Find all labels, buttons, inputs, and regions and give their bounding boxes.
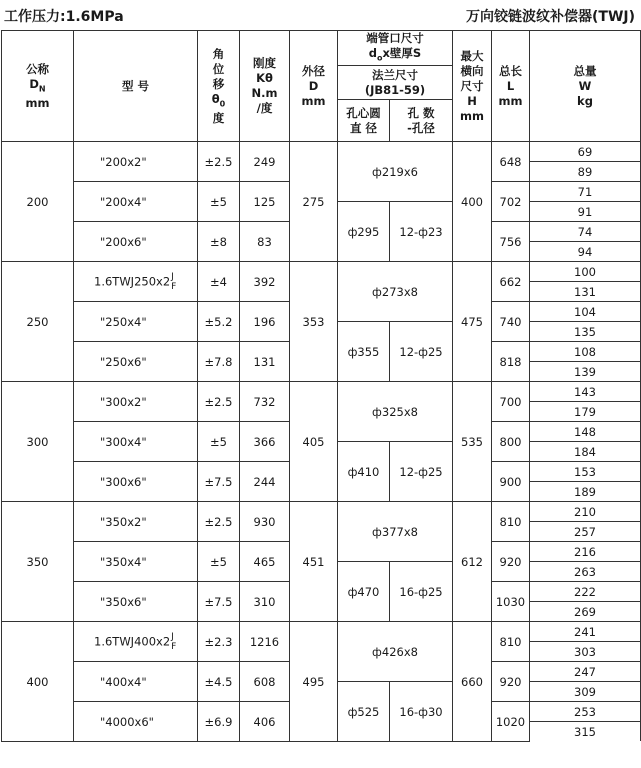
max-lateral-cell: 475	[453, 262, 492, 382]
weight-cell: 74	[530, 222, 641, 242]
header-model: 型 号	[74, 31, 198, 142]
weight-cell: 303	[530, 642, 641, 662]
model-label: "400x4"	[100, 674, 147, 689]
hole-circle-cell: ф295	[338, 202, 390, 262]
model-cell	[74, 142, 198, 182]
hole-circle-cell: ф355	[338, 322, 390, 382]
stiffness-cell: 930	[240, 502, 290, 542]
max-lateral-cell: 535	[453, 382, 492, 502]
length-cell: 900	[492, 462, 530, 502]
model-cell	[74, 422, 198, 462]
model-cell	[74, 222, 198, 262]
weight-cell: 309	[530, 682, 641, 702]
outer-diameter-cell: 495	[290, 622, 338, 742]
model-cell	[74, 622, 198, 662]
weight-cell: 179	[530, 402, 641, 422]
document-title: 万向铰链波纹补偿器(TWJ)	[466, 9, 635, 25]
angle-cell: ±4.5	[198, 662, 240, 702]
holes-cell: 12-ф25	[390, 322, 453, 382]
model-cell	[74, 342, 198, 382]
stiffness-cell: 244	[240, 462, 290, 502]
weight-cell: 241	[530, 622, 641, 642]
length-cell: 662	[492, 262, 530, 302]
weight-cell: 210	[530, 502, 641, 522]
max-lateral-cell: 612	[453, 502, 492, 622]
header-dn: 公称 $D_N$ mm	[2, 31, 74, 142]
nominal-diameter-cell: 200	[2, 142, 74, 262]
model-label: "200x2"	[100, 154, 147, 169]
weight-cell: 131	[530, 282, 641, 302]
weight-cell: 263	[530, 562, 641, 582]
weight-cell: 253	[530, 702, 641, 722]
model-cell	[74, 302, 198, 342]
table-row	[2, 142, 641, 162]
pipe-size-cell: ф426x8	[338, 622, 453, 682]
pipe-size-cell: ф273x8	[338, 262, 453, 322]
stiffness-cell: 125	[240, 182, 290, 222]
model-cell	[74, 542, 198, 582]
model-cell	[74, 182, 198, 222]
header-max-lateral: 最大 横向 尺寸 H mm	[453, 31, 492, 142]
stiffness-cell: 310	[240, 582, 290, 622]
table-row	[2, 622, 641, 642]
weight-cell: 257	[530, 522, 641, 542]
angle-cell: ±7.5	[198, 462, 240, 502]
model-suffix-jf: J F	[171, 631, 177, 652]
table-row	[2, 382, 641, 402]
angle-cell: ±5	[198, 182, 240, 222]
stiffness-cell: 83	[240, 222, 290, 262]
model-label: 1.6TWJ400x2	[94, 634, 171, 649]
pipe-size-cell: ф219x6	[338, 142, 453, 202]
model-cell	[74, 582, 198, 622]
outer-diameter-cell: 451	[290, 502, 338, 622]
angle-cell: ±5.2	[198, 302, 240, 342]
table-row	[2, 502, 641, 522]
model-label: 1.6TWJ250x2	[94, 274, 171, 289]
model-label: "350x2"	[100, 514, 147, 529]
model-label: "250x6"	[100, 354, 147, 369]
length-cell: 920	[492, 662, 530, 702]
model-label: "200x6"	[100, 234, 147, 249]
header-length: 总长 L mm	[492, 31, 530, 142]
length-cell: 740	[492, 302, 530, 342]
weight-cell: 184	[530, 442, 641, 462]
model-label: "200x4"	[100, 194, 147, 209]
stiffness-cell: 131	[240, 342, 290, 382]
weight-cell: 247	[530, 662, 641, 682]
weight-cell: 153	[530, 462, 641, 482]
stiffness-cell: 196	[240, 302, 290, 342]
weight-cell: 108	[530, 342, 641, 362]
working-pressure-label: 工作压力:1.6MPa	[4, 9, 124, 25]
weight-cell: 94	[530, 242, 641, 262]
weight-cell: 71	[530, 182, 641, 202]
length-cell: 810	[492, 622, 530, 662]
holes-cell: 16-ф30	[390, 682, 453, 742]
header-pipe-size: 端管口尺寸 $d_ox$壁厚S	[338, 31, 453, 66]
stiffness-cell: 249	[240, 142, 290, 182]
angle-cell: ±6.9	[198, 702, 240, 742]
length-cell: 702	[492, 182, 530, 222]
hole-circle-cell: ф470	[338, 562, 390, 622]
weight-cell: 89	[530, 162, 641, 182]
stiffness-cell: 465	[240, 542, 290, 582]
max-lateral-cell: 400	[453, 142, 492, 262]
angle-cell: ±2.3	[198, 622, 240, 662]
weight-cell: 69	[530, 142, 641, 162]
angle-cell: ±7.8	[198, 342, 240, 382]
angle-cell: ±4	[198, 262, 240, 302]
model-label: "4000x6"	[100, 714, 154, 729]
model-label: "350x6"	[100, 594, 147, 609]
weight-cell: 100	[530, 262, 641, 282]
pipe-size-cell: ф377x8	[338, 502, 453, 562]
angle-cell: ±2.5	[198, 502, 240, 542]
weight-cell: 143	[530, 382, 641, 402]
header-stiffness: 刚度 Kθ N.m /度	[240, 31, 290, 142]
compensator-spec-table	[1, 30, 641, 742]
pipe-size-cell: ф325x8	[338, 382, 453, 442]
model-cell	[74, 702, 198, 742]
header-weight: 总量 W kg	[530, 31, 641, 142]
outer-diameter-cell: 405	[290, 382, 338, 502]
angle-cell: ±5	[198, 542, 240, 582]
model-suffix-jf: J F	[171, 271, 177, 292]
length-cell: 1030	[492, 582, 530, 622]
header-outer-diameter: 外径 D mm	[290, 31, 338, 142]
nominal-diameter-cell: 250	[2, 262, 74, 382]
angle-cell: ±5	[198, 422, 240, 462]
weight-cell: 148	[530, 422, 641, 442]
model-label: "300x4"	[100, 434, 147, 449]
holes-cell: 12-ф25	[390, 442, 453, 502]
header-flange-size: 法兰尺寸 (JB81-59)	[338, 66, 453, 100]
angle-cell: ±2.5	[198, 142, 240, 182]
weight-cell: 269	[530, 602, 641, 622]
model-label: "300x6"	[100, 474, 147, 489]
weight-cell: 216	[530, 542, 641, 562]
stiffness-cell: 732	[240, 382, 290, 422]
model-label: "300x2"	[100, 394, 147, 409]
angle-cell: ±2.5	[198, 382, 240, 422]
model-label: "250x4"	[100, 314, 147, 329]
model-cell	[74, 462, 198, 502]
length-cell: 648	[492, 142, 530, 182]
header-holes: 孔 数 -孔径	[390, 100, 453, 142]
header-angle: 角 位 移 $\theta_0$ 度	[198, 31, 240, 142]
table-body	[2, 142, 641, 742]
model-cell	[74, 382, 198, 422]
holes-cell: 12-ф23	[390, 202, 453, 262]
model-cell	[74, 502, 198, 542]
outer-diameter-cell: 275	[290, 142, 338, 262]
stiffness-cell: 406	[240, 702, 290, 742]
holes-cell: 16-ф25	[390, 562, 453, 622]
outer-diameter-cell: 353	[290, 262, 338, 382]
length-cell: 800	[492, 422, 530, 462]
length-cell: 810	[492, 502, 530, 542]
model-label: "350x4"	[100, 554, 147, 569]
stiffness-cell: 1216	[240, 622, 290, 662]
stiffness-cell: 608	[240, 662, 290, 702]
length-cell: 756	[492, 222, 530, 262]
stiffness-cell: 392	[240, 262, 290, 302]
stiffness-cell: 366	[240, 422, 290, 462]
weight-cell: 91	[530, 202, 641, 222]
length-cell: 920	[492, 542, 530, 582]
length-cell: 700	[492, 382, 530, 422]
weight-cell: 222	[530, 582, 641, 602]
weight-cell: 104	[530, 302, 641, 322]
angle-cell: ±8	[198, 222, 240, 262]
weight-cell: 139	[530, 362, 641, 382]
weight-cell: 189	[530, 482, 641, 502]
length-cell: 818	[492, 342, 530, 382]
nominal-diameter-cell: 400	[2, 622, 74, 742]
max-lateral-cell: 660	[453, 622, 492, 742]
nominal-diameter-cell: 300	[2, 382, 74, 502]
header-hole-circle: 孔心圆 直 径	[338, 100, 390, 142]
nominal-diameter-cell: 350	[2, 502, 74, 622]
hole-circle-cell: ф525	[338, 682, 390, 742]
weight-cell: 135	[530, 322, 641, 342]
model-cell	[74, 662, 198, 702]
model-cell	[74, 262, 198, 302]
length-cell: 1020	[492, 702, 530, 742]
weight-cell: 315	[530, 722, 641, 742]
table-row	[2, 262, 641, 282]
hole-circle-cell: ф410	[338, 442, 390, 502]
angle-cell: ±7.5	[198, 582, 240, 622]
